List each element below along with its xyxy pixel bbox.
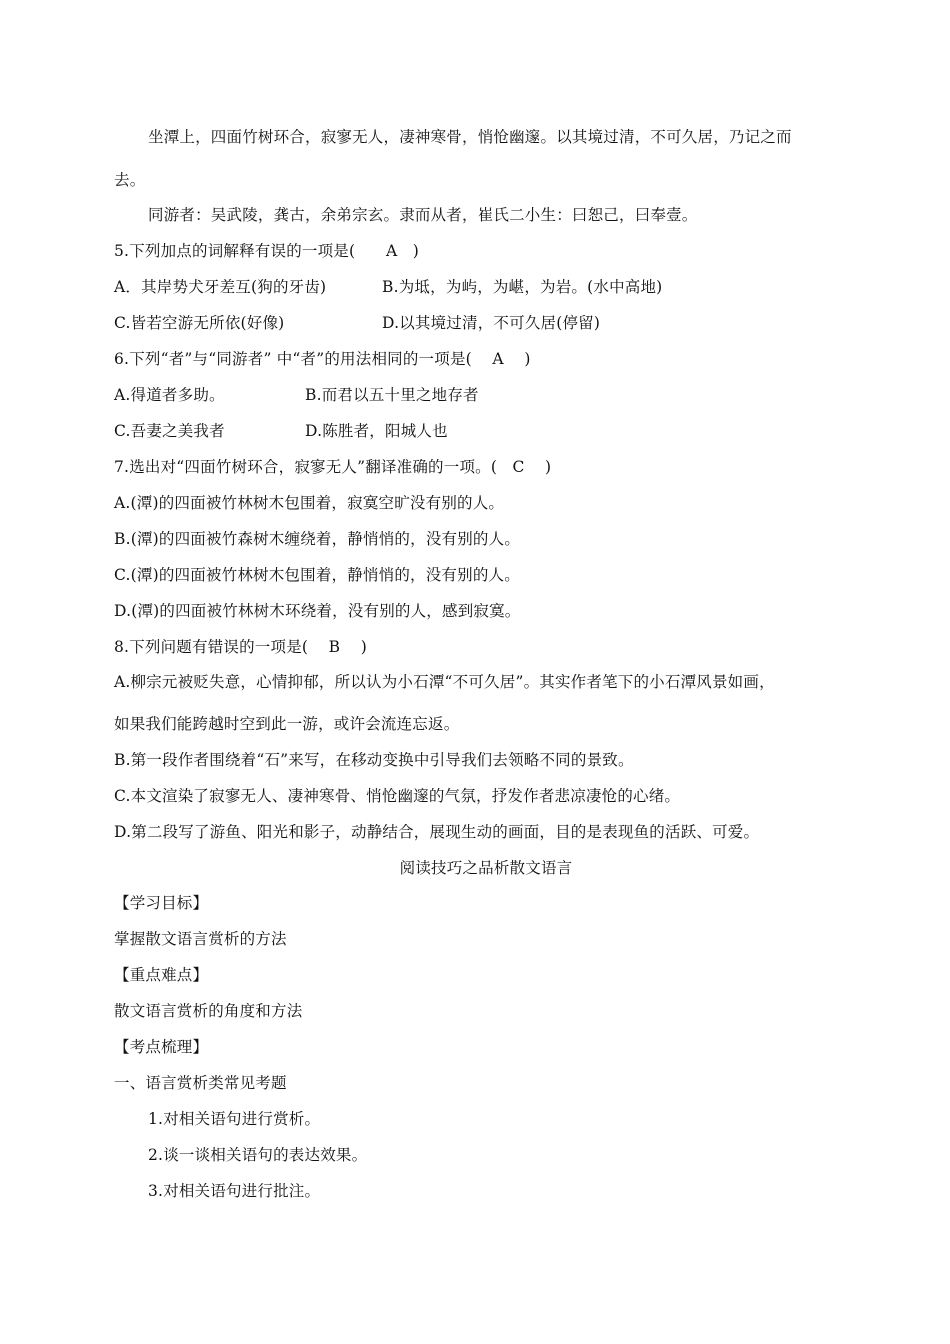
passage-line: 坐潭上，四面竹树环合，寂寥无人，凄神寒骨，悄怆幽邃。以其境过清，不可久居，乃记之而 — [148, 128, 792, 146]
list-item: 1.对相关语句进行赏析。 — [148, 1110, 321, 1128]
option-c: C.本文渲染了寂寥无人、凄神寒骨、悄怆幽邃的气氛，抒发作者悲凉凄怆的心绪。 — [114, 787, 681, 805]
option-d: D.第二段写了游鱼、阳光和影子，动静结合，展现生动的画面，目的是表现鱼的活跃、可爱。 — [114, 823, 760, 841]
list-item: 3.对相关语句进行批注。 — [148, 1182, 321, 1200]
option-c: C.(潭)的四面被竹林树木包围着，静悄悄的，没有别的人。 — [114, 566, 520, 584]
option-a: A．其岸势犬牙差互(狗的牙齿) — [114, 278, 327, 296]
points-subheading: 一、语言赏析类常见考题 — [114, 1074, 287, 1092]
option-d: D.以其境过清，不可久居(停留) — [382, 314, 601, 332]
option-a: A.柳宗元被贬失意，心情抑郁，所以认为小石潭“不可久居”。其实作者笔下的小石潭风景如画， — [114, 673, 775, 691]
section-title: 阅读技巧之品析散文语言 — [399, 859, 573, 877]
option-a: A.得道者多助。 — [114, 386, 225, 404]
option-c: C.皆若空游无所依(好像) — [114, 314, 285, 332]
goal-text: 掌握散文语言赏析的方法 — [114, 930, 287, 948]
passage-line: 去。 — [114, 171, 146, 189]
option-a: A.(潭)的四面被竹林树木包围着，寂寞空旷没有别的人。 — [114, 494, 505, 512]
option-b: B.而君以五十里之地存者 — [305, 386, 479, 404]
focus-text: 散文语言赏析的角度和方法 — [114, 1002, 303, 1020]
points-heading: 【考点梳理】 — [114, 1038, 209, 1056]
option-b: B.(潭)的四面被竹森树木缠绕着，静悄悄的，没有别的人。 — [114, 530, 521, 548]
question-stem: 5.下列加点的词解释有误的一项是( A ) — [114, 242, 420, 260]
option-a-continued: 如果我们能跨越时空到此一游，或许会流连忘返。 — [114, 715, 460, 733]
option-b: B.为坻，为屿，为嵁，为岩。(水中高地) — [382, 278, 663, 296]
option-b: B.第一段作者围绕着“石”来写，在移动变换中引导我们去领略不同的景致。 — [114, 751, 634, 769]
question-stem: 7.选出对“四面竹树环合，寂寥无人”翻译准确的一项。( C ) — [114, 458, 552, 476]
option-d: D.(潭)的四面被竹林树木环绕着，没有别的人，感到寂寞。 — [114, 602, 521, 620]
goal-heading: 【学习目标】 — [114, 894, 209, 912]
passage-line: 同游者：吴武陵，龚古，余弟宗玄。隶而从者，崔氏二小生：曰恕己，曰奉壹。 — [148, 206, 698, 224]
option-c: C.吾妻之美我者 — [114, 422, 225, 440]
focus-heading: 【重点难点】 — [114, 966, 209, 984]
question-stem: 6.下列“者”与“同游者” 中“者”的用法相同的一项是( A ) — [114, 350, 531, 368]
question-stem: 8.下列问题有错误的一项是( B ) — [114, 638, 367, 656]
list-item: 2.谈一谈相关语句的表达效果。 — [148, 1146, 368, 1164]
option-d: D.陈胜者，阳城人也 — [305, 422, 448, 440]
